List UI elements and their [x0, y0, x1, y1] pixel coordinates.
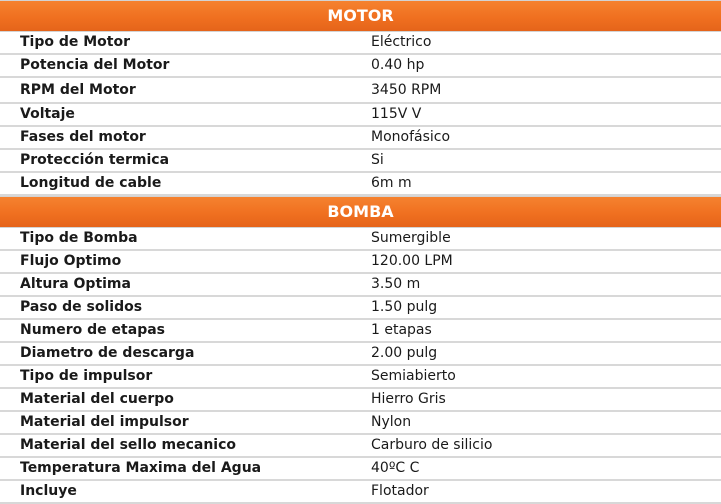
spec-label: Longitud de cable: [20, 175, 162, 191]
spec-label: Altura Optima: [20, 276, 131, 292]
spec-value: Si: [371, 152, 384, 168]
spec-value: Semiabierto: [371, 368, 456, 384]
spec-value: 1.50 pulg: [371, 299, 438, 315]
spec-label: Fases del motor: [20, 129, 146, 145]
spec-value: 3450 RPM: [371, 82, 442, 98]
spec-value: Hierro Gris: [371, 391, 446, 407]
spec-value: 0.40 hp: [371, 57, 425, 73]
spec-label: Flujo Optimo: [20, 253, 122, 269]
bomba-spec-row: [0, 481, 721, 504]
spec-label: Tipo de Bomba: [20, 230, 138, 246]
bomba-spec-row: [0, 366, 721, 389]
spec-label: Diametro de descarga: [20, 345, 195, 361]
spec-value: 6m m: [371, 175, 412, 191]
spec-label: RPM del Motor: [20, 82, 136, 98]
spec-label: Voltaje: [20, 106, 75, 122]
spec-value: 2.00 pulg: [371, 345, 438, 361]
bomba-spec-row: [0, 228, 721, 251]
spec-value: 115V V: [371, 106, 422, 122]
spec-label: Tipo de impulsor: [20, 368, 153, 384]
spec-value: Flotador: [371, 483, 429, 499]
spec-value: Carburo de silicio: [371, 437, 493, 453]
bomba-spec-row: [0, 251, 721, 274]
spec-value: 1 etapas: [371, 322, 432, 338]
spec-label: Tipo de Motor: [20, 34, 131, 50]
spec-label: Material del cuerpo: [20, 391, 174, 407]
spec-value: Monofásico: [371, 129, 451, 145]
spec-label: Numero de etapas: [20, 322, 165, 338]
bomba-spec-row: [0, 343, 721, 366]
spec-label: Material del impulsor: [20, 414, 189, 430]
spec-label: Material del sello mecanico: [20, 437, 237, 453]
bomba-spec-row: [0, 297, 721, 320]
bomba-spec-row: [0, 274, 721, 297]
bomba-spec-row: [0, 389, 721, 412]
bomba-spec-row: [0, 435, 721, 458]
motor-section-header: MOTOR: [0, 0, 721, 32]
spec-label: Potencia del Motor: [20, 57, 170, 73]
bomba-spec-row: [0, 320, 721, 343]
bomba-spec-row: [0, 412, 721, 435]
motor-spec-row: [0, 104, 721, 127]
spec-value: Sumergible: [371, 230, 451, 246]
spec-value: 120.00 LPM: [371, 253, 453, 269]
bomba-section-header: BOMBA: [0, 196, 721, 228]
spec-value: 40ºC C: [371, 460, 420, 476]
bomba-spec-row: [0, 458, 721, 481]
spec-label: Paso de solidos: [20, 299, 143, 315]
spec-value: 3.50 m: [371, 276, 421, 292]
motor-spec-row: [0, 127, 721, 150]
spec-value: Eléctrico: [371, 34, 432, 50]
spec-label: Temperatura Maxima del Agua: [20, 460, 262, 476]
motor-spec-row: [0, 150, 721, 173]
motor-spec-row: [0, 32, 721, 55]
spec-label: Incluye: [20, 483, 77, 499]
motor-spec-row: [0, 173, 721, 196]
spec-label: Protección termica: [20, 152, 170, 168]
motor-spec-row: [0, 55, 721, 78]
motor-spec-row: [0, 78, 721, 104]
spec-value: Nylon: [371, 414, 412, 430]
